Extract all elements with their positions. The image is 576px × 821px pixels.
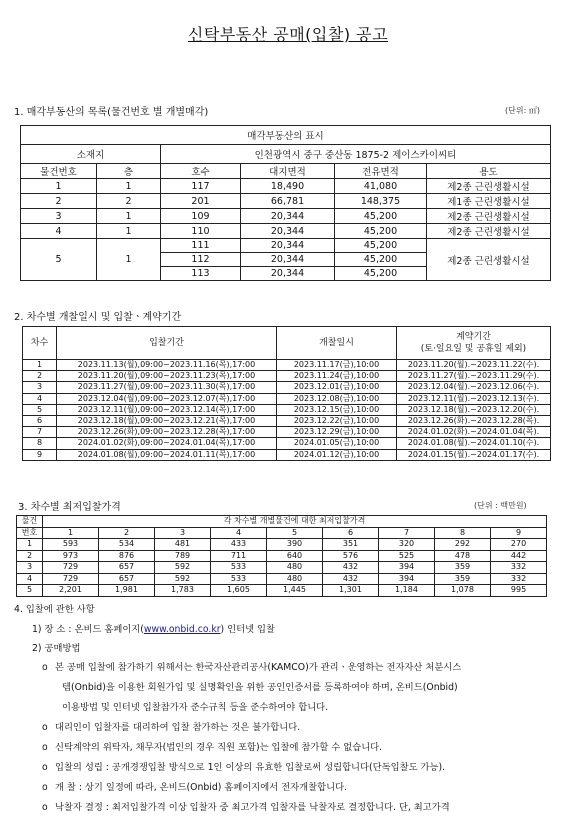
exclusive-area: 45,200: [335, 209, 427, 224]
usage: 제1종 근린생활시설: [427, 194, 551, 209]
page-title: 신탁부동산 공매(입찰) 공고: [187, 25, 389, 44]
list-item: [42, 780, 347, 796]
property-table-title: 매각부동산의 표시: [21, 126, 551, 145]
usage: 제2종 근린생활시설: [427, 179, 551, 194]
section3-heading: 3. 차수별 최저입찰가격: [18, 502, 121, 513]
opening-datetime: 2023.11.17(금),10:00: [277, 360, 397, 371]
contract-period: 2024.01.02(화).~2024.01.04(목).: [397, 427, 551, 438]
location-value: 인천광역시 중구 중산동 1875-2 제이스카이씨티: [161, 145, 551, 164]
item-number: 4: [17, 573, 43, 585]
land-area: 20,344: [241, 267, 335, 281]
floor: 1: [97, 224, 161, 239]
bullet-icon: o: [42, 722, 48, 733]
col-header: 대지면적: [241, 164, 335, 179]
list-item: [42, 800, 450, 816]
col-header: [397, 327, 551, 360]
unit-number: 117: [161, 179, 241, 194]
list-item: [42, 660, 461, 676]
land-area: 18,490: [241, 179, 335, 194]
paragraph-text: 이용방법 및 인터넷 입찰참가자 준수규칙 등을 준수하여야 합니다.: [62, 702, 329, 713]
min-price: 390: [267, 539, 323, 551]
col-header: 호수: [161, 164, 241, 179]
paragraph-text: 입찰의 성립 : 공개경쟁입찰 방식으로 1인 이상의 유효한 입찰로써 성립합니다(단독입찰도 가능).: [54, 762, 446, 773]
table-row: [21, 179, 551, 194]
section1-unit: (단위: ㎡): [505, 106, 540, 115]
section2-heading: 2. 차수별 개찰일시 및 입찰ㆍ계약기간: [14, 312, 182, 323]
paragraph-text: 템(Onbid)을 이용한 회원가입 및 실명확인을 위한 공인인증서를 등록하여야 하며, 온비드(Onbid): [62, 682, 458, 693]
bid-period: 2023.12.11(월),09:00~2023.12.14(목),17:00: [57, 404, 277, 415]
round-header: 5: [267, 527, 323, 539]
min-price: 351: [323, 539, 379, 551]
min-price: 592: [155, 573, 211, 585]
min-price: 534: [99, 539, 155, 551]
min-price: 332: [491, 562, 547, 574]
group-header: 각 차수별 개별물건에 대한 최저입찰가격: [43, 516, 547, 528]
table-row: [21, 239, 551, 253]
col-header: 물건번호: [21, 164, 97, 179]
land-area: 20,344: [241, 209, 335, 224]
min-price: 394: [379, 573, 435, 585]
col-header: 전유면적: [335, 164, 427, 179]
col-header: 입찰기간: [57, 327, 277, 360]
min-price: 995: [491, 585, 547, 597]
min-price: 1,445: [267, 585, 323, 597]
contract-period: 2023.12.04(월).~2023.12.06(수).: [397, 382, 551, 393]
min-price: 1,184: [379, 585, 435, 597]
bid-period: 2024.01.02(화),09:00~2024.01.04(목),17:00: [57, 438, 277, 449]
section4-heading: 4. 입찰에 관한 사항: [14, 604, 95, 615]
section3-unit: (단위 : 백만원): [474, 501, 527, 510]
unit-number: 112: [161, 253, 241, 267]
table-row: [23, 393, 551, 404]
round-header: 7: [379, 527, 435, 539]
table-row: [21, 224, 551, 239]
round-number: 6: [23, 415, 57, 426]
min-price: 789: [155, 550, 211, 562]
round-number: 1: [23, 360, 57, 371]
min-price: 973: [43, 550, 99, 562]
min-price: 359: [435, 573, 491, 585]
floor: 1: [97, 209, 161, 224]
min-price: 533: [211, 562, 267, 574]
exclusive-area: 45,200: [335, 253, 427, 267]
bid-period: 2024.01.08(월),09:00~2024.01.11(목),17:00: [57, 449, 277, 460]
min-price-table: [16, 515, 547, 597]
min-price: 432: [323, 573, 379, 585]
min-price: 270: [491, 539, 547, 551]
contract-period: 2023.12.18(월).~2023.12.20(수).: [397, 404, 551, 415]
exclusive-area: 45,200: [335, 267, 427, 281]
min-price: 1,981: [99, 585, 155, 597]
col-header: 용도: [427, 164, 551, 179]
min-price: 729: [43, 562, 99, 574]
exclusive-area: 148,375: [335, 194, 427, 209]
list-item: [42, 720, 300, 736]
min-price: 593: [43, 539, 99, 551]
table-row: [23, 427, 551, 438]
round-number: 5: [23, 404, 57, 415]
table-row: [17, 539, 547, 551]
min-price: 729: [43, 573, 99, 585]
section1-heading: 1. 매각부동산의 목록(물건번호 별 개별매각): [14, 107, 209, 118]
table-row: [23, 404, 551, 415]
opening-datetime: 2023.12.15(금),10:00: [277, 404, 397, 415]
contract-period: 2024.01.15(월).~2024.01.17(수).: [397, 449, 551, 460]
round-header: 2: [99, 527, 155, 539]
min-price: 657: [99, 573, 155, 585]
col-header-top: 물건: [17, 516, 43, 528]
min-price: 481: [155, 539, 211, 551]
min-price: 657: [99, 562, 155, 574]
round-number: 2: [23, 371, 57, 382]
min-price: 876: [99, 550, 155, 562]
min-price: 1,301: [323, 585, 379, 597]
bid-location-prefix: 1) 장 소 : 온비드 홈페이지(: [32, 624, 144, 635]
contract-period: 2024.01.08(월).~2024.01.10(수).: [397, 438, 551, 449]
opening-datetime: 2024.01.12(금),10:00: [277, 449, 397, 460]
item-number: 2: [17, 550, 43, 562]
unit-number: 110: [161, 224, 241, 239]
col-header: 차수: [23, 327, 57, 360]
opening-datetime: 2023.12.08(금),10:00: [277, 393, 397, 404]
bullet-icon: o: [42, 782, 48, 793]
paragraph-text: 개 찰 : 상기 일정에 따라, 온비드(Onbid) 홈페이지에서 전자개찰합니다.: [54, 782, 348, 793]
contract-header-note: (토·일요일 및 공휴일 제외): [420, 344, 527, 354]
table-row: [17, 573, 547, 585]
property-list-table: [20, 125, 551, 281]
land-area: 20,344: [241, 224, 335, 239]
contract-period: 2023.11.20(월).~2023.11.22(수).: [397, 360, 551, 371]
exclusive-area: 45,200: [335, 239, 427, 253]
min-price: 394: [379, 562, 435, 574]
min-price: 576: [323, 550, 379, 562]
opening-datetime: 2023.12.01(금),10:00: [277, 382, 397, 393]
min-price: 592: [155, 562, 211, 574]
col-header: 층: [97, 164, 161, 179]
land-area: 20,344: [241, 239, 335, 253]
round-header: 1: [43, 527, 99, 539]
min-price: 478: [435, 550, 491, 562]
table-row: [23, 360, 551, 371]
usage: 제2종 근린생활시설: [427, 209, 551, 224]
bid-period: 2023.12.04(월),09:00~2023.12.07(목),17:00: [57, 393, 277, 404]
table-row: [23, 415, 551, 426]
table-row: [23, 382, 551, 393]
opening-datetime: 2023.12.22(금),10:00: [277, 415, 397, 426]
min-price: 480: [267, 573, 323, 585]
exclusive-area: 45,200: [335, 224, 427, 239]
list-item: [42, 760, 445, 776]
contract-period: 2023.11.27(월).~2023.11.29(수).: [397, 371, 551, 382]
round-number: 8: [23, 438, 57, 449]
opening-datetime: 2023.11.24(금),10:00: [277, 371, 397, 382]
bid-period: 2023.11.20(월),09:00~2023.11.23(목),17:00: [57, 371, 277, 382]
min-price: 320: [379, 539, 435, 551]
unit-number: 201: [161, 194, 241, 209]
onbid-link[interactable]: www.onbid.co.kr: [143, 624, 221, 635]
opening-datetime: 2023.12.29(금),10:00: [277, 427, 397, 438]
item-number: 3: [21, 209, 97, 224]
sale-method-heading: 2) 공매방법: [32, 643, 81, 654]
min-price: 640: [267, 550, 323, 562]
min-price: 1,078: [435, 585, 491, 597]
bid-location: [32, 622, 275, 638]
bullet-icon: o: [42, 802, 48, 813]
min-price: 711: [211, 550, 267, 562]
min-price: 1,783: [155, 585, 211, 597]
round-number: 7: [23, 427, 57, 438]
round-header: 9: [491, 527, 547, 539]
item-number: 5: [21, 239, 97, 281]
min-price: 292: [435, 539, 491, 551]
round-header: 3: [155, 527, 211, 539]
paragraph-text: 낙찰자 결정 : 최저입찰가격 이상 입찰자 중 최고가격 입찰자를 낙찰자로 결정합니다. 단, 최고가격: [54, 802, 450, 813]
round-header: 8: [435, 527, 491, 539]
min-price: 332: [491, 573, 547, 585]
table-row: [17, 562, 547, 574]
round-number: 3: [23, 382, 57, 393]
bullet-icon: o: [42, 662, 48, 673]
item-number: 4: [21, 224, 97, 239]
contract-header: 계약기간: [456, 332, 491, 342]
round-header: 6: [323, 527, 379, 539]
min-price: 1,605: [211, 585, 267, 597]
table-row: [17, 585, 547, 597]
table-row: [23, 438, 551, 449]
table-row: [23, 449, 551, 460]
bid-period: 2023.11.13(월),09:00~2023.11.16(목),17:00: [57, 360, 277, 371]
item-number: 3: [17, 562, 43, 574]
min-price: 2,201: [43, 585, 99, 597]
table-row: [23, 371, 551, 382]
col-header: 개찰일시: [277, 327, 397, 360]
schedule-table: [22, 326, 551, 461]
min-price: 525: [379, 550, 435, 562]
opening-datetime: 2024.01.05(금),10:00: [277, 438, 397, 449]
paragraph-text: 신탁계약의 위탁자, 채무자(법인의 경우 직원 포함)는 입찰에 참가할 수 없습니다.: [54, 742, 383, 753]
bid-period: 2023.12.26(화),09:00~2023.12.28(목),17:00: [57, 427, 277, 438]
min-price: 359: [435, 562, 491, 574]
contract-period: 2023.12.11(월).~2023.12.13(수).: [397, 393, 551, 404]
bid-period: 2023.11.27(월),09:00~2023.11.30(목),17:00: [57, 382, 277, 393]
item-number: 1: [17, 539, 43, 551]
floor: 1: [97, 179, 161, 194]
min-price: 433: [211, 539, 267, 551]
land-area: 66,781: [241, 194, 335, 209]
item-number: 1: [21, 179, 97, 194]
col-header-bottom: 번호: [17, 527, 43, 539]
usage: 제2종 근린생활시설: [427, 224, 551, 239]
min-price: 442: [491, 550, 547, 562]
bullet-icon: o: [42, 742, 48, 753]
contract-period: 2023.12.26(화).~2023.12.28(목).: [397, 415, 551, 426]
item-number: 2: [21, 194, 97, 209]
table-row: [21, 209, 551, 224]
item-number: 5: [17, 585, 43, 597]
round-header: 4: [211, 527, 267, 539]
unit-number: 109: [161, 209, 241, 224]
floor: 2: [97, 194, 161, 209]
land-area: 20,344: [241, 253, 335, 267]
location-label: 소재지: [21, 145, 161, 164]
table-row: [17, 550, 547, 562]
unit-number: 111: [161, 239, 241, 253]
min-price: 480: [267, 562, 323, 574]
round-number: 9: [23, 449, 57, 460]
usage: 제2종 근린생활시설: [427, 239, 551, 281]
bid-location-suffix: ) 인터넷 입찰: [220, 624, 275, 635]
exclusive-area: 41,080: [335, 179, 427, 194]
list-item: [42, 740, 382, 756]
floor: 1: [97, 239, 161, 281]
min-price: 432: [323, 562, 379, 574]
min-price: 533: [211, 573, 267, 585]
paragraph-text: 본 공매 입찰에 참가하기 위해서는 한국자산관리공사(KAMCO)가 관리ㆍ운영하는 전자자산 처분시스: [54, 662, 462, 673]
table-row: [21, 194, 551, 209]
round-number: 4: [23, 393, 57, 404]
unit-number: 113: [161, 267, 241, 281]
bullet-icon: o: [42, 762, 48, 773]
paragraph-text: 대리인이 입찰자를 대리하여 입찰 참가하는 것은 불가합니다.: [54, 722, 301, 733]
bid-period: 2023.12.18(월),09:00~2023.12.21(목),17:00: [57, 415, 277, 426]
